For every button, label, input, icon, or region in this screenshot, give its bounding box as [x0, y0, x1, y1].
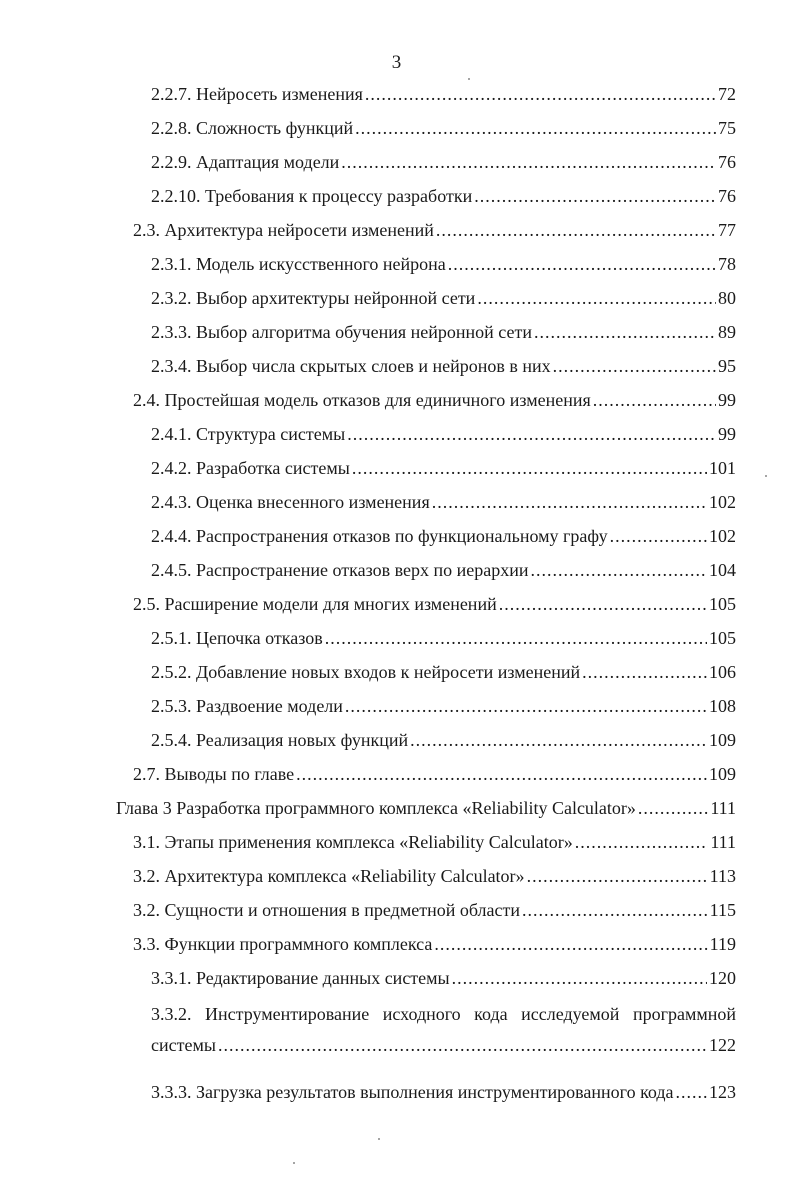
toc-entry-line2	[151, 1035, 736, 1056]
leader-dots	[432, 492, 707, 513]
toc-entry-page: 76	[718, 152, 736, 172]
scan-speck	[468, 78, 470, 80]
toc-entry	[151, 356, 736, 386]
toc-entry-page: 99	[718, 390, 736, 410]
toc-entry-page: 72	[718, 84, 736, 104]
toc-entry-label: 3.3.3. Загрузка результатов выполнения инструментированного кода	[151, 1082, 674, 1102]
toc-entry-page: 99	[718, 424, 736, 444]
leader-dots	[448, 254, 716, 275]
toc-entry-page: 102	[709, 492, 736, 512]
toc-entry-label: 2.4.2. Разработка системы	[151, 458, 350, 478]
toc-entry	[151, 458, 736, 488]
leader-dots	[434, 934, 707, 955]
toc-entry-page: 89	[718, 322, 736, 342]
toc-entry-page: 111	[710, 832, 736, 852]
toc-entry	[151, 696, 736, 726]
toc-entry-page: 104	[709, 560, 736, 580]
toc-entry-page: 120	[709, 968, 736, 988]
scan-speck	[765, 475, 767, 477]
toc-entry	[151, 560, 736, 590]
toc-entry-page: 123	[709, 1082, 736, 1102]
toc-entry-page: 122	[709, 1035, 736, 1055]
toc-entry-label: 2.3.4. Выбор числа скрытых слоев и нейронов в них	[151, 356, 551, 376]
leader-dots	[325, 628, 707, 649]
toc-entry-page: 111	[710, 798, 736, 818]
toc-entry-label: 2.3. Архитектура нейросети изменений	[133, 220, 434, 240]
leader-dots	[522, 900, 708, 921]
leader-dots	[531, 560, 708, 581]
leader-dots	[553, 356, 716, 377]
toc-entry	[151, 254, 736, 284]
toc-entry	[133, 220, 736, 250]
toc-entry-page: 77	[718, 220, 736, 240]
toc-entry-page: 101	[709, 458, 736, 478]
leader-dots	[436, 220, 716, 241]
leader-dots	[218, 1035, 707, 1056]
leader-dots	[582, 662, 707, 683]
toc-entry-label: 3.2. Сущности и отношения в предметной области	[133, 900, 520, 920]
toc-entry-label-line2: системы	[151, 1035, 216, 1055]
toc-entry-label: 3.3.1. Редактирование данных системы	[151, 968, 450, 988]
toc-entry-label: 2.2.9. Адаптация модели	[151, 152, 340, 172]
toc-entry	[151, 118, 736, 148]
leader-dots	[352, 458, 707, 479]
toc-entry-page: 75	[718, 118, 736, 138]
leader-dots	[575, 832, 709, 853]
toc-entry-page: 102	[709, 526, 736, 546]
leader-dots	[593, 390, 716, 411]
toc-entry	[133, 594, 736, 624]
toc-entry	[133, 832, 736, 862]
scan-speck	[378, 1138, 380, 1140]
toc-entry-page: 109	[709, 764, 736, 784]
leader-dots	[355, 118, 716, 139]
toc-entry-page: 105	[709, 594, 736, 614]
toc-entry-label: 2.3.2. Выбор архитектуры нейронной сети	[151, 288, 476, 308]
toc-entry-page: 78	[718, 254, 736, 274]
toc-entry-label: 2.4.5. Распространение отказов верх по иерархии	[151, 560, 529, 580]
leader-dots	[347, 424, 716, 445]
toc-entry	[133, 764, 736, 794]
toc-entry-label: 2.4.1. Структура системы	[151, 424, 346, 444]
toc-entry	[151, 288, 736, 318]
toc-entry-label: 2.2.7. Нейросеть изменения	[151, 84, 363, 104]
leader-dots	[638, 798, 708, 819]
toc-entry-label: 3.1. Этапы применения комплекса «Reliability Calculator»	[133, 832, 573, 852]
toc-entry-page: 113	[709, 866, 736, 886]
toc-entry-page: 109	[709, 730, 736, 750]
toc-entry	[151, 1082, 736, 1112]
toc-entry-label: 2.5.4. Реализация новых функций	[151, 730, 409, 750]
toc-entry-page: 76	[718, 186, 736, 206]
toc-entry	[133, 866, 736, 896]
toc-entry-page: 105	[709, 628, 736, 648]
toc-entry	[151, 730, 736, 760]
leader-dots	[499, 594, 707, 615]
toc-entry	[151, 84, 736, 114]
toc-entry	[151, 152, 736, 182]
scan-speck	[293, 1162, 295, 1164]
toc-chapter-entry	[116, 798, 736, 828]
toc-entry	[151, 322, 736, 352]
toc-entry-label: 2.5.3. Раздвоение модели	[151, 696, 343, 716]
toc-entry-page: 115	[709, 900, 736, 920]
toc-multiline-entry	[151, 1004, 736, 1056]
toc-entry-label: 2.4.3. Оценка внесенного изменения	[151, 492, 430, 512]
leader-dots	[534, 322, 716, 343]
toc-entry	[151, 424, 736, 454]
leader-dots	[410, 730, 707, 751]
page-number: 3	[391, 52, 402, 73]
toc-entry-page: 108	[709, 696, 736, 716]
leader-dots	[365, 84, 716, 105]
toc-entry-label: 2.3.3. Выбор алгоритма обучения нейронной сети	[151, 322, 532, 342]
leader-dots	[610, 526, 707, 547]
toc-entry	[133, 934, 736, 964]
toc-entry-label: 2.5.2. Добавление новых входов к нейросети изменений	[151, 662, 581, 682]
toc-entry	[151, 492, 736, 522]
toc-entry-label: 2.5.1. Цепочка отказов	[151, 628, 323, 648]
toc-entry	[151, 526, 736, 556]
toc-entry-label: 2.4.4. Распространения отказов по функциональному графу	[151, 526, 608, 546]
toc-entry-page: 95	[718, 356, 736, 376]
leader-dots	[296, 764, 707, 785]
toc-entry-label: 3.2. Архитектура комплекса «Reliability Calculator»	[133, 866, 525, 886]
toc-entry-label: 3.3. Функции программного комплекса	[133, 934, 433, 954]
toc-entry-page: 106	[709, 662, 736, 682]
toc-entry-label: Глава 3 Разработка программного комплекса «Reliability Calculator»	[116, 798, 636, 818]
toc-entry-label-line1: 3.3.2. Инструментирование исходного кода исследуемой программной	[151, 1004, 736, 1024]
toc-entry-page: 80	[718, 288, 736, 308]
toc-entry	[151, 186, 736, 216]
leader-dots	[676, 1082, 707, 1103]
toc-entry	[151, 968, 736, 998]
toc-entry-label: 2.7. Выводы по главе	[133, 764, 295, 784]
toc-entry	[151, 662, 736, 692]
leader-dots	[341, 152, 716, 173]
toc-entry-page: 119	[709, 934, 736, 954]
leader-dots	[477, 288, 716, 309]
toc-entry	[133, 900, 736, 930]
toc-entry-label: 2.5. Расширение модели для многих изменений	[133, 594, 497, 614]
toc-entry-label: 2.4. Простейшая модель отказов для единичного изменения	[133, 390, 591, 410]
leader-dots	[527, 866, 708, 887]
leader-dots	[474, 186, 716, 207]
leader-dots	[345, 696, 707, 717]
toc-entry	[151, 628, 736, 658]
leader-dots	[452, 968, 707, 989]
toc-entry-label: 2.2.8. Сложность функций	[151, 118, 354, 138]
toc-entry-label: 2.2.10. Требования к процессу разработки	[151, 186, 473, 206]
toc-entry-label: 2.3.1. Модель искусственного нейрона	[151, 254, 446, 274]
toc-entry	[133, 390, 736, 420]
